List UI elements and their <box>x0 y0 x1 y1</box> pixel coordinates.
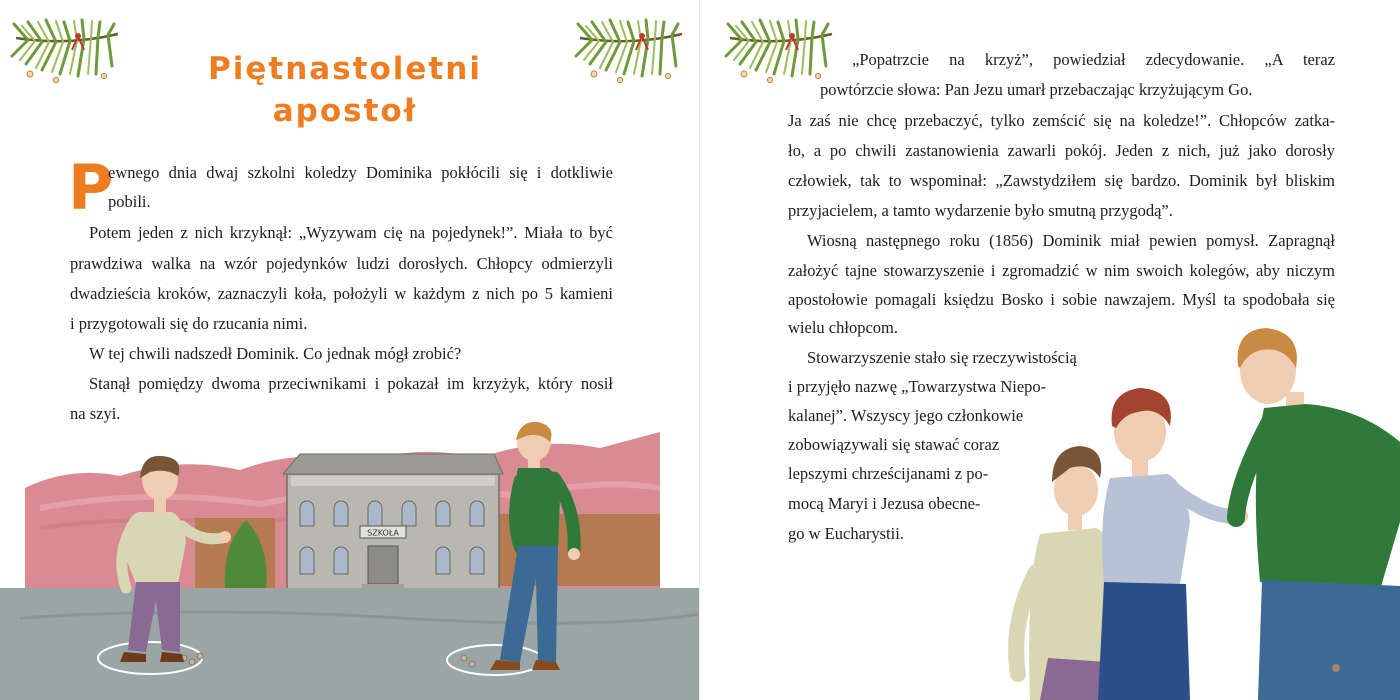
text-line: i przygotowali się do rzucania nimi. <box>70 314 308 333</box>
title-line-1: Piętnastoletni <box>208 51 482 87</box>
text-line: „Popatrzcie na krzyż”, powiedział zdecydowanie. „A teraz <box>852 50 1335 69</box>
text-line: lepszymi chrześcijanami z po- <box>788 464 989 483</box>
title-line-2: apostoł <box>272 93 418 129</box>
text-line: i przyjęło nazwę „Towarzystwa Niepo- <box>788 377 1047 396</box>
text-line: założyć tajne stowarzyszenie i zgromadzić w nim swoich kolegów, aby niczym <box>788 261 1335 280</box>
pine-branch-ornament-left <box>8 16 128 96</box>
text-line: W tej chwili nadszedł Dominik. Co jednak mógł zrobić? <box>89 344 462 363</box>
boys-illustration <box>1000 322 1400 700</box>
text-line: Potem jeden z nich krzyknął: „Wyzywam cię na pojedynek!”. Miała to być <box>89 223 613 242</box>
drop-cap: P <box>68 151 114 224</box>
text-line: wielu chłopcom. <box>788 318 898 337</box>
pine-branch-ornament-right <box>572 16 692 96</box>
duel-illustration <box>0 418 700 700</box>
text-line: Wiosną następnego roku (1856) Dominik miał pewien pomysł. Zapragnął <box>807 231 1335 250</box>
text-line: Stanął pomiędzy dwoma przeciwnikami i pokazał im krzyżyk, który nosił <box>89 374 613 393</box>
text-line: powtórzcie słowa: Pan Jezu umarł przebaczając krzyżującym Go. <box>820 80 1253 99</box>
text-line: ewnego dnia dwaj szkolni koledzy Dominika pokłócili się i dotkliwie <box>108 163 613 182</box>
text-line: przyjacielem, a tamto wydarzenie było smutną przygodą”. <box>788 201 1173 220</box>
text-line: człowiek, tak to wspominał: „Zawstydziłem się bardzo. Dominik był bliskim <box>788 171 1335 190</box>
page-title <box>150 48 540 132</box>
text-line: ło, a po chwili zastanowienia zawarli pokój. Jeden z nich, już jako dorosły <box>788 141 1335 160</box>
text-line: go w Eucharystii. <box>788 524 904 543</box>
right-page <box>700 0 1400 700</box>
text-line: mocą Maryi i Jezusa obecne- <box>788 494 981 513</box>
text-line: dwadzieścia kroków, zaznaczyli koła, położyli w każdym z nich po 5 kamieni <box>70 284 613 303</box>
school-sign: SZKOŁA <box>367 528 399 538</box>
text-line: na szyi. <box>70 404 121 423</box>
text-line: prawdziwa walka na wzór pojedynków ludzi dorosłych. Chłopcy odmierzyli <box>70 254 613 273</box>
text-line: pobili. <box>108 192 151 211</box>
text-line: Ja zaś nie chcę przebaczyć, tylko zemścić się na koledze!”. Chłopców zatka- <box>788 111 1335 130</box>
text-line: zobowiązywali się stawać coraz <box>788 435 1000 454</box>
text-line: Stowarzyszenie stało się rzeczywistością <box>807 348 1077 367</box>
text-line: kalanej”. Wszyscy jego członkowie <box>788 406 1024 425</box>
text-line: apostołowie pomagali księdzu Bosko i sobie nawzajem. Myśl ta spodobała się <box>788 290 1335 309</box>
